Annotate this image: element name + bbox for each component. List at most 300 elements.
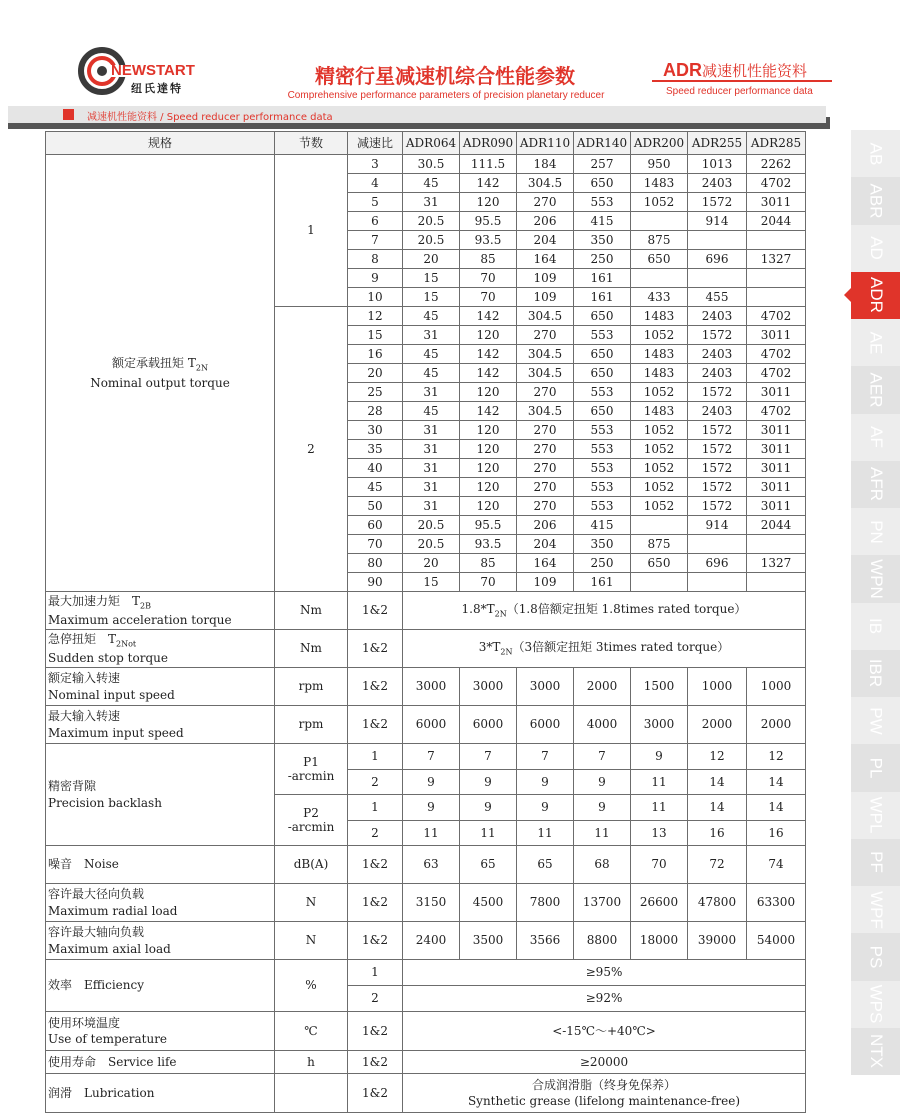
value-cell: 9 bbox=[517, 795, 574, 821]
value-cell: 3000 bbox=[403, 668, 460, 706]
value-cell: 85 bbox=[460, 554, 517, 573]
unit-cell: % bbox=[275, 960, 348, 1012]
value-cell: 204 bbox=[517, 535, 574, 554]
value-cell: 3011 bbox=[747, 497, 806, 516]
value-cell: 415 bbox=[574, 516, 631, 535]
side-tab-af[interactable] bbox=[851, 414, 900, 461]
side-tab-ibr[interactable] bbox=[851, 650, 900, 697]
value-cell: 950 bbox=[631, 155, 688, 174]
side-tab-label: PN bbox=[866, 519, 886, 544]
value-cell: 14 bbox=[688, 795, 747, 821]
side-tab-pl[interactable] bbox=[851, 744, 900, 791]
label-lubrication: 润滑 Lubrication bbox=[46, 1074, 275, 1113]
label-nominal-speed: 额定输入转速 Nominal input speed bbox=[46, 668, 275, 706]
value-cell: 4702 bbox=[747, 307, 806, 326]
side-tab-label: AD bbox=[866, 236, 886, 260]
value-cell: 120 bbox=[460, 497, 517, 516]
value-cell bbox=[688, 535, 747, 554]
value-cell: 31 bbox=[403, 421, 460, 440]
value-cell: 1572 bbox=[688, 497, 747, 516]
value-cell: 9 bbox=[403, 769, 460, 795]
table-row-efficiency bbox=[46, 960, 806, 986]
value-cell: 20.5 bbox=[403, 516, 460, 535]
value-cell: 1052 bbox=[631, 383, 688, 402]
value-cell: 1500 bbox=[631, 668, 688, 706]
value-cell: 120 bbox=[460, 421, 517, 440]
page-title: 精密行星减速机综合性能参数 bbox=[315, 64, 575, 88]
side-tab-ib[interactable] bbox=[851, 603, 900, 650]
value-cell: 1572 bbox=[688, 421, 747, 440]
value-cell: 304.5 bbox=[517, 402, 574, 421]
value-cell: 142 bbox=[460, 174, 517, 193]
value-cell: 120 bbox=[460, 440, 517, 459]
value-cell bbox=[631, 269, 688, 288]
label-temperature: 使用环境温度 Use of temperature bbox=[46, 1012, 275, 1051]
unit-cell: rpm bbox=[275, 706, 348, 744]
value-cell: 270 bbox=[517, 193, 574, 212]
value-cell: 13 bbox=[631, 820, 688, 846]
value-cell: 2262 bbox=[747, 155, 806, 174]
side-tab-wpl[interactable] bbox=[851, 792, 900, 839]
stage-cell: 1&2 bbox=[348, 922, 403, 960]
value-cell: 1572 bbox=[688, 193, 747, 212]
ratio-cell: 25 bbox=[348, 383, 403, 402]
label-backlash: 精密背隙 Precision backlash bbox=[46, 744, 275, 846]
value-cell: 270 bbox=[517, 459, 574, 478]
brand-name: NEWSTART bbox=[111, 62, 195, 79]
value-cell: 45 bbox=[403, 174, 460, 193]
value-cell: 142 bbox=[460, 402, 517, 421]
ratio-cell: 45 bbox=[348, 478, 403, 497]
value-cell: 95.5 bbox=[460, 516, 517, 535]
header-model: ADR064 bbox=[403, 132, 460, 155]
value-cell: 109 bbox=[517, 288, 574, 307]
stage-cell: 2 bbox=[348, 769, 403, 795]
value-cell: 1572 bbox=[688, 478, 747, 497]
value-cell: 12 bbox=[688, 744, 747, 770]
value-cell: 1000 bbox=[688, 668, 747, 706]
ratio-cell: 80 bbox=[348, 554, 403, 573]
unit-cell: dB(A) bbox=[275, 846, 348, 884]
value-cell: 696 bbox=[688, 250, 747, 269]
value-cell: 30.5 bbox=[403, 155, 460, 174]
value-cell: 270 bbox=[517, 421, 574, 440]
value-cell: 553 bbox=[574, 326, 631, 345]
value-cell: 270 bbox=[517, 478, 574, 497]
unit-cell: N bbox=[275, 922, 348, 960]
value-cell: 4500 bbox=[460, 884, 517, 922]
side-tab-ps[interactable] bbox=[851, 933, 900, 980]
value-cell: 350 bbox=[574, 231, 631, 250]
value-cell: 18000 bbox=[631, 922, 688, 960]
value-cell bbox=[631, 516, 688, 535]
table-row-nominal-speed bbox=[46, 668, 806, 706]
side-tab-label: AE bbox=[866, 331, 886, 354]
value-cell: 31 bbox=[403, 497, 460, 516]
value-cell: 95.5 bbox=[460, 212, 517, 231]
value-service-life: ≥20000 bbox=[403, 1051, 806, 1074]
value-cell: 7 bbox=[460, 744, 517, 770]
side-tab-wpf[interactable] bbox=[851, 886, 900, 933]
side-tab-label: ABR bbox=[866, 183, 886, 219]
side-tab-label: PL bbox=[866, 757, 886, 779]
stage-cell: 1 bbox=[348, 960, 403, 986]
header-spec: 规格 bbox=[46, 132, 275, 155]
side-tab-label: IB bbox=[866, 618, 886, 635]
section-title-underline bbox=[652, 80, 832, 82]
ratio-cell: 10 bbox=[348, 288, 403, 307]
label-max-accel: 最大加速力矩 $T_{2B}$ Maximum acceleration torque bbox=[46, 592, 275, 630]
value-cell: 45 bbox=[403, 345, 460, 364]
value-cell: 1052 bbox=[631, 193, 688, 212]
header-model: ADR255 bbox=[688, 132, 747, 155]
spec-table bbox=[45, 131, 806, 1113]
value-cell bbox=[631, 573, 688, 592]
value-cell: 553 bbox=[574, 440, 631, 459]
value-cell: 14 bbox=[688, 769, 747, 795]
side-tab-label: ADR bbox=[866, 277, 886, 314]
stage-cell: 1&2 bbox=[348, 846, 403, 884]
label-max-speed: 最大输入转速 Maximum input speed bbox=[46, 706, 275, 744]
header-model: ADR140 bbox=[574, 132, 631, 155]
side-tab-nav bbox=[851, 130, 900, 1075]
value-cell: 270 bbox=[517, 440, 574, 459]
side-tab-label: AF bbox=[866, 426, 886, 448]
value-cell: 553 bbox=[574, 383, 631, 402]
value-cell: 70 bbox=[631, 846, 688, 884]
value-cell: 250 bbox=[574, 554, 631, 573]
value-cell bbox=[631, 212, 688, 231]
label-noise: 噪音 Noise bbox=[46, 846, 275, 884]
value-max-accel: $1.8*T_{2N}(1.8$倍额定扭矩 1.8times rated torque） bbox=[403, 592, 806, 630]
value-cell: 31 bbox=[403, 326, 460, 345]
value-cell: 553 bbox=[574, 478, 631, 497]
value-cell: 1052 bbox=[631, 459, 688, 478]
side-tab-label: WPL bbox=[866, 796, 886, 834]
value-cell: 9 bbox=[574, 795, 631, 821]
value-cell: 1483 bbox=[631, 307, 688, 326]
header-ratio: 减速比 bbox=[348, 132, 403, 155]
value-cell: 65 bbox=[460, 846, 517, 884]
value-cell: 109 bbox=[517, 269, 574, 288]
side-tab-label: AER bbox=[866, 372, 886, 408]
value-cell: 1572 bbox=[688, 383, 747, 402]
value-cell: 16 bbox=[688, 820, 747, 846]
value-cell: 650 bbox=[574, 402, 631, 421]
value-cell: 2000 bbox=[747, 706, 806, 744]
header-model: ADR200 bbox=[631, 132, 688, 155]
value-cell bbox=[747, 231, 806, 250]
value-cell: 696 bbox=[688, 554, 747, 573]
value-cell: 875 bbox=[631, 231, 688, 250]
value-cell: 650 bbox=[574, 307, 631, 326]
value-cell: 120 bbox=[460, 478, 517, 497]
ratio-cell: 50 bbox=[348, 497, 403, 516]
value-cell: 20.5 bbox=[403, 535, 460, 554]
value-cell: 9 bbox=[517, 769, 574, 795]
value-cell: 3000 bbox=[631, 706, 688, 744]
value-cell: 1013 bbox=[688, 155, 747, 174]
label-sudden-stop: 急停扭矩 $T_{2Not}$ Sudden stop torque bbox=[46, 630, 275, 668]
value-cell: 54000 bbox=[747, 922, 806, 960]
value-cell: 31 bbox=[403, 383, 460, 402]
side-tab-ad[interactable] bbox=[851, 225, 900, 272]
table-row-axial-load bbox=[46, 922, 806, 960]
table-row-noise bbox=[46, 846, 806, 884]
side-tab-afr[interactable] bbox=[851, 461, 900, 508]
table-row-radial-load bbox=[46, 884, 806, 922]
value-cell: 16 bbox=[747, 820, 806, 846]
ratio-cell: 16 bbox=[348, 345, 403, 364]
value-cell: 1052 bbox=[631, 478, 688, 497]
value-cell: 70 bbox=[460, 288, 517, 307]
value-cell: 63300 bbox=[747, 884, 806, 922]
value-cell: 3011 bbox=[747, 383, 806, 402]
value-cell: 3011 bbox=[747, 326, 806, 345]
ratio-cell: 4 bbox=[348, 174, 403, 193]
ratio-cell: 6 bbox=[348, 212, 403, 231]
value-cell: 553 bbox=[574, 193, 631, 212]
side-tab-ab[interactable] bbox=[851, 130, 900, 177]
value-cell: 47800 bbox=[688, 884, 747, 922]
value-cell: 1052 bbox=[631, 497, 688, 516]
ratio-cell: 7 bbox=[348, 231, 403, 250]
value-efficiency: ≥95% bbox=[403, 960, 806, 986]
stage-cell: 1 bbox=[348, 744, 403, 770]
header-model: ADR285 bbox=[747, 132, 806, 155]
section-title-code: ADR bbox=[663, 60, 702, 80]
section-title-cn: 减速机性能资料 bbox=[702, 62, 808, 80]
side-tab-label: PS bbox=[866, 945, 886, 969]
value-cell bbox=[747, 573, 806, 592]
value-cell: 455 bbox=[688, 288, 747, 307]
ratio-cell: 60 bbox=[348, 516, 403, 535]
value-cell: 70 bbox=[460, 573, 517, 592]
value-cell: 142 bbox=[460, 307, 517, 326]
side-tab-wpn[interactable] bbox=[851, 555, 900, 602]
ratio-cell: 12 bbox=[348, 307, 403, 326]
value-efficiency: ≥92% bbox=[403, 986, 806, 1012]
value-cell: 875 bbox=[631, 535, 688, 554]
value-cell: 7 bbox=[517, 744, 574, 770]
ratio-cell: 8 bbox=[348, 250, 403, 269]
value-cell: 109 bbox=[517, 573, 574, 592]
value-cell: 31 bbox=[403, 193, 460, 212]
value-cell: 1483 bbox=[631, 402, 688, 421]
value-cell: 6000 bbox=[517, 706, 574, 744]
side-tab-abr[interactable] bbox=[851, 177, 900, 224]
value-cell: 184 bbox=[517, 155, 574, 174]
value-cell: 415 bbox=[574, 212, 631, 231]
value-cell: 914 bbox=[688, 516, 747, 535]
stage-cell: 1&2 bbox=[348, 1051, 403, 1074]
value-cell: 4702 bbox=[747, 174, 806, 193]
value-cell: 1327 bbox=[747, 250, 806, 269]
value-cell: 2044 bbox=[747, 516, 806, 535]
value-cell: 6000 bbox=[403, 706, 460, 744]
value-cell: 11 bbox=[574, 820, 631, 846]
header-model: ADR110 bbox=[517, 132, 574, 155]
value-cell: 1572 bbox=[688, 459, 747, 478]
ratio-cell: 5 bbox=[348, 193, 403, 212]
value-cell: 257 bbox=[574, 155, 631, 174]
value-cell: 8800 bbox=[574, 922, 631, 960]
value-cell: 26600 bbox=[631, 884, 688, 922]
side-tab-pn[interactable] bbox=[851, 508, 900, 555]
stage-cell: 1&2 bbox=[348, 630, 403, 668]
value-cell: 20 bbox=[403, 250, 460, 269]
value-cell: 433 bbox=[631, 288, 688, 307]
value-cell: 3011 bbox=[747, 478, 806, 497]
value-cell: 12 bbox=[747, 744, 806, 770]
value-sudden-stop: $3*T_{2N}(3$倍额定扭矩 3times rated torque） bbox=[403, 630, 806, 668]
side-tab-adr[interactable] bbox=[851, 272, 900, 319]
value-cell: 45 bbox=[403, 402, 460, 421]
unit-cell: rpm bbox=[275, 668, 348, 706]
value-cell: 304.5 bbox=[517, 174, 574, 193]
backlash-class-p1: P1 -arcmin bbox=[275, 744, 348, 795]
value-cell: 1483 bbox=[631, 174, 688, 193]
side-tab-ae[interactable] bbox=[851, 319, 900, 366]
stage-cell: 1&2 bbox=[348, 1012, 403, 1051]
table-row-backlash bbox=[46, 744, 806, 770]
stage-cell: 1&2 bbox=[348, 668, 403, 706]
value-cell: 45 bbox=[403, 364, 460, 383]
value-cell bbox=[688, 231, 747, 250]
side-tab-label: AB bbox=[866, 142, 886, 165]
value-cell: 15 bbox=[403, 573, 460, 592]
value-cell: 65 bbox=[517, 846, 574, 884]
brand-name-cn: 纽氏達特 bbox=[131, 82, 183, 95]
value-cell: 650 bbox=[574, 364, 631, 383]
value-cell: 250 bbox=[574, 250, 631, 269]
unit-cell: Nm bbox=[275, 592, 348, 630]
side-tab-pf[interactable] bbox=[851, 839, 900, 886]
label-axial-load: 容许最大轴向负载 Maximum axial load bbox=[46, 922, 275, 960]
value-cell: 3000 bbox=[460, 668, 517, 706]
side-tab-aer[interactable] bbox=[851, 366, 900, 413]
value-cell: 2044 bbox=[747, 212, 806, 231]
value-temperature: <-15℃～+40℃> bbox=[403, 1012, 806, 1051]
value-cell: 2403 bbox=[688, 402, 747, 421]
value-cell: 63 bbox=[403, 846, 460, 884]
value-cell: 9 bbox=[631, 744, 688, 770]
value-cell: 11 bbox=[631, 769, 688, 795]
value-cell: 39000 bbox=[688, 922, 747, 960]
value-cell: 4702 bbox=[747, 364, 806, 383]
value-cell: 3000 bbox=[517, 668, 574, 706]
side-tab-wps[interactable] bbox=[851, 981, 900, 1028]
value-cell: 45 bbox=[403, 307, 460, 326]
value-cell: 650 bbox=[631, 554, 688, 573]
table-row-temperature bbox=[46, 1012, 806, 1051]
ratio-cell: 40 bbox=[348, 459, 403, 478]
stage-cell: 1 bbox=[275, 155, 348, 307]
value-cell: 1052 bbox=[631, 326, 688, 345]
value-cell: 553 bbox=[574, 459, 631, 478]
table-row-max-speed bbox=[46, 706, 806, 744]
value-cell: 1052 bbox=[631, 421, 688, 440]
value-cell: 74 bbox=[747, 846, 806, 884]
label-service-life: 使用寿命 Service life bbox=[46, 1051, 275, 1074]
section-bar-marker bbox=[63, 109, 74, 120]
value-cell: 68 bbox=[574, 846, 631, 884]
label-efficiency: 效率 Efficiency bbox=[46, 960, 275, 1012]
value-cell: 164 bbox=[517, 250, 574, 269]
value-cell bbox=[747, 288, 806, 307]
value-cell: 93.5 bbox=[460, 535, 517, 554]
side-tab-label: WPN bbox=[866, 559, 886, 599]
side-tab-label: WPF bbox=[866, 890, 886, 929]
ratio-cell: 20 bbox=[348, 364, 403, 383]
value-cell: 11 bbox=[460, 820, 517, 846]
value-cell: 11 bbox=[517, 820, 574, 846]
value-cell: 164 bbox=[517, 554, 574, 573]
stage-cell: 1&2 bbox=[348, 1074, 403, 1113]
stage-cell: 1&2 bbox=[348, 884, 403, 922]
value-cell: 9 bbox=[403, 795, 460, 821]
value-cell: 31 bbox=[403, 440, 460, 459]
value-cell: 120 bbox=[460, 193, 517, 212]
value-cell: 9 bbox=[460, 769, 517, 795]
side-tab-ntx[interactable] bbox=[851, 1028, 900, 1075]
value-cell: 14 bbox=[747, 795, 806, 821]
value-cell: 6000 bbox=[460, 706, 517, 744]
value-cell: 161 bbox=[574, 269, 631, 288]
section-subtitle: Speed reducer performance data bbox=[666, 86, 813, 97]
value-cell: 4702 bbox=[747, 345, 806, 364]
value-cell: 161 bbox=[574, 573, 631, 592]
value-cell: 1000 bbox=[747, 668, 806, 706]
value-cell: 553 bbox=[574, 421, 631, 440]
value-cell: 350 bbox=[574, 535, 631, 554]
stage-cell: 1&2 bbox=[348, 706, 403, 744]
value-cell: 2000 bbox=[688, 706, 747, 744]
section-title bbox=[663, 60, 807, 81]
ratio-cell: 35 bbox=[348, 440, 403, 459]
value-cell: 85 bbox=[460, 250, 517, 269]
value-cell: 31 bbox=[403, 459, 460, 478]
value-cell: 31 bbox=[403, 478, 460, 497]
value-cell: 120 bbox=[460, 326, 517, 345]
stage-cell: 2 bbox=[348, 820, 403, 846]
label-radial-load: 容许最大径向负载 Maximum radial load bbox=[46, 884, 275, 922]
side-tab-label: AFR bbox=[866, 467, 886, 502]
value-cell: 111.5 bbox=[460, 155, 517, 174]
value-cell: 3566 bbox=[517, 922, 574, 960]
value-cell: 7 bbox=[403, 744, 460, 770]
value-cell: 650 bbox=[574, 174, 631, 193]
value-cell: 120 bbox=[460, 383, 517, 402]
value-cell: 1483 bbox=[631, 345, 688, 364]
side-tab-label: PW bbox=[866, 706, 886, 735]
value-cell: 304.5 bbox=[517, 307, 574, 326]
ratio-cell: 9 bbox=[348, 269, 403, 288]
unit-cell: N bbox=[275, 884, 348, 922]
value-cell bbox=[747, 269, 806, 288]
ratio-cell: 70 bbox=[348, 535, 403, 554]
value-cell: 11 bbox=[631, 795, 688, 821]
value-cell: 9 bbox=[574, 769, 631, 795]
unit-cell: Nm bbox=[275, 630, 348, 668]
value-cell: 3011 bbox=[747, 459, 806, 478]
value-cell: 914 bbox=[688, 212, 747, 231]
side-tab-pw[interactable] bbox=[851, 697, 900, 744]
side-tab-label: NTX bbox=[866, 1034, 886, 1069]
value-cell: 142 bbox=[460, 364, 517, 383]
value-cell: 161 bbox=[574, 288, 631, 307]
value-cell: 15 bbox=[403, 269, 460, 288]
